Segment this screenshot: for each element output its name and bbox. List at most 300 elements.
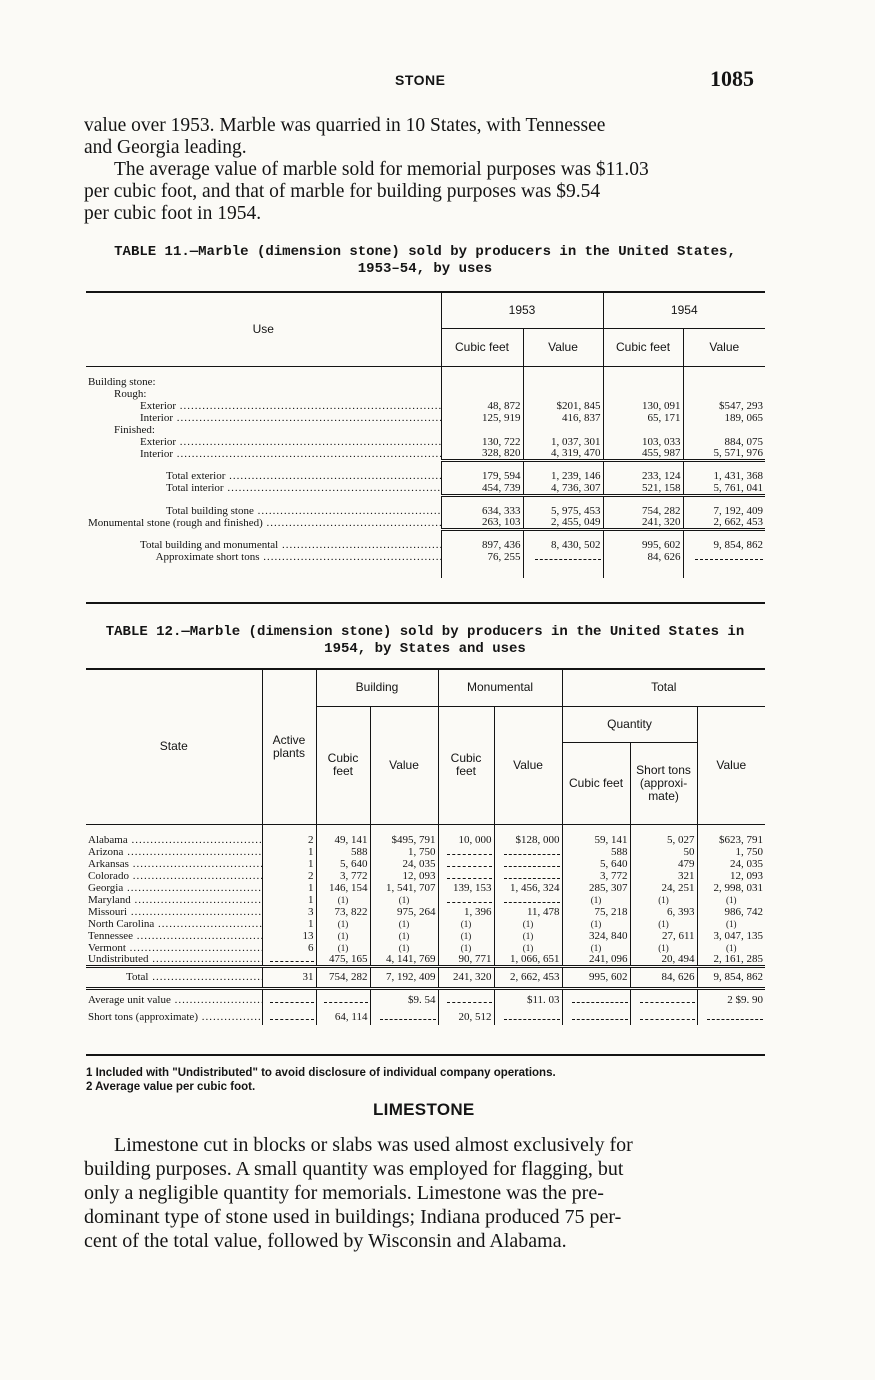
table12-tons-row <box>86 1011 765 1025</box>
table11-cell <box>603 388 683 400</box>
table12-cell <box>562 918 630 930</box>
table12-cell <box>494 930 562 942</box>
table12-cell: 20, 494 <box>630 954 697 967</box>
table11-col-value-1954: Value <box>683 328 765 366</box>
table11-cell <box>523 424 603 436</box>
table11-cell: 263, 103 <box>441 517 523 530</box>
dash-leader <box>447 872 492 879</box>
dash-leader <box>447 996 492 1003</box>
footnote-ref: (1) <box>658 918 669 929</box>
table12-cell: 975, 264 <box>370 906 438 918</box>
table11-cell: 241, 320 <box>603 517 683 530</box>
table12-cell <box>494 894 562 906</box>
table11-col-cubic-1953: Cubic feet <box>441 328 523 366</box>
footnote-ref: (1) <box>726 942 737 953</box>
table11-cell: 2, 662, 453 <box>683 517 765 530</box>
dash-leader <box>640 1013 695 1020</box>
footnote-ref: (1) <box>337 894 349 905</box>
table12-average-row <box>86 989 765 1011</box>
table12-monumental-cubic: Cubic feet <box>438 706 494 824</box>
table12-row-label: Missouri ..... <box>86 906 262 918</box>
intro-line: per cubic foot in 1954. <box>84 203 262 224</box>
table12-cell <box>494 918 562 930</box>
page-number: 1085 <box>710 66 754 91</box>
table11-cell: 130, 091 <box>603 400 683 412</box>
table12-cell <box>562 894 630 906</box>
footnote-ref: (1) <box>460 918 472 929</box>
table12-cell: 75, 218 <box>562 906 630 918</box>
table12-cell: 2, 662, 453 <box>494 967 562 989</box>
table11-spacer-row <box>86 495 765 505</box>
table11-cell: 1, 239, 146 <box>523 471 603 483</box>
table12-cell <box>494 1011 562 1025</box>
table12-cell <box>370 894 438 906</box>
table12-row-label: Undistributed ..... <box>86 954 262 967</box>
table12-caption-line: TABLE 12.—Marble (dimension stone) sold by producers in the United States in <box>105 624 745 640</box>
table12-row-label: Arkansas ..... <box>86 858 262 870</box>
limestone-line: Limestone cut in blocks or slabs was used almost exclusively for <box>114 1134 633 1156</box>
table12-row-label: Georgia ..... <box>86 882 262 894</box>
table11-cell: 8, 430, 502 <box>523 540 603 552</box>
table11-row <box>86 388 765 400</box>
table12-cell: 1 <box>262 918 316 930</box>
table12-total-group: Total <box>562 670 765 706</box>
table12-cell <box>438 918 494 930</box>
table12-cell: 31 <box>262 967 316 989</box>
table11-row-label: Finished: <box>114 424 155 436</box>
table11-cell: 189, 065 <box>683 412 765 424</box>
dash-leader <box>640 996 695 1003</box>
dash-leader <box>535 553 601 560</box>
table11-cell: 5, 571, 976 <box>683 448 765 461</box>
table12-cell: 24, 035 <box>370 858 438 870</box>
dash-leader <box>504 860 559 867</box>
table12-cell: 12, 093 <box>370 870 438 882</box>
table12-cell <box>262 954 316 967</box>
table11-cell: 4, 319, 470 <box>523 448 603 461</box>
table12-cell: 321 <box>630 870 697 882</box>
table11-row-label: Rough: <box>114 388 147 400</box>
table12-row-label: Average unit value ..... <box>86 989 262 1011</box>
table12-cell: 3 <box>262 906 316 918</box>
table12-row <box>86 870 765 882</box>
table11-row-label: Approximate short tons ..... <box>86 552 441 564</box>
table12 <box>86 670 765 1025</box>
footnote-2: 2 Average value per cubic foot. <box>86 1081 256 1093</box>
table11-caption-line: 1953–54, by uses <box>357 261 493 277</box>
table11-cell: 9, 854, 862 <box>683 540 765 552</box>
table11-caption <box>84 244 766 278</box>
table12-monumental-value: Value <box>494 706 562 824</box>
table11-row-label: Exterior ..... <box>86 436 441 448</box>
table12-cell <box>316 930 370 942</box>
footnote-ref: (1) <box>522 930 534 941</box>
dash-leader <box>504 848 559 855</box>
table12-cell: 986, 742 <box>697 906 765 918</box>
table12-row <box>86 858 765 870</box>
footnote-ref: (1) <box>337 930 349 941</box>
table12-cell: 4, 141, 769 <box>370 954 438 967</box>
table12-cell <box>438 894 494 906</box>
footnote-ref: (1) <box>398 918 410 929</box>
table12-cell: 24, 035 <box>697 858 765 870</box>
table11-cell: 521, 158 <box>603 483 683 496</box>
table12-cell: 588 <box>562 846 630 858</box>
table12-cell: 2 $9. 90 <box>697 989 765 1011</box>
table11-row <box>86 412 765 424</box>
table12-state-header: State <box>86 670 262 824</box>
table12-cell <box>630 1011 697 1025</box>
table12-cell <box>494 870 562 882</box>
table11-cell: 76, 255 <box>441 552 523 564</box>
footnote-ref: (1) <box>522 942 534 953</box>
table11-cell <box>441 376 523 388</box>
table11-cell: 5, 975, 453 <box>523 505 603 517</box>
table12-row-label: Short tons (approximate) ..... <box>86 1011 262 1025</box>
dash-leader <box>270 996 313 1003</box>
table11-year-1953: 1953 <box>441 293 603 328</box>
table12-cell: 146, 154 <box>316 882 370 894</box>
table12-row <box>86 834 765 846</box>
table12-cell: 754, 282 <box>316 967 370 989</box>
table12-cell: 241, 096 <box>562 954 630 967</box>
table12-cell: 49, 141 <box>316 834 370 846</box>
dash-leader <box>504 896 559 903</box>
table12-cell: 59, 141 <box>562 834 630 846</box>
table12-cell: 3, 772 <box>562 870 630 882</box>
intro-line: and Georgia leading. <box>84 137 247 158</box>
table12-monumental-group: Monumental <box>438 670 562 706</box>
table11-row-label: Monumental stone (rough and finished) ..... <box>86 517 441 530</box>
intro-line: value over 1953. Marble was quarried in 10 States, with Tennessee <box>84 115 606 136</box>
table12-cell: $9. 54 <box>370 989 438 1011</box>
dash-leader <box>572 1013 627 1020</box>
table12-cell: 1, 541, 707 <box>370 882 438 894</box>
table12-cell: 241, 320 <box>438 967 494 989</box>
table11-use-header: Use <box>86 293 441 366</box>
table11-row-label: Total building stone ..... <box>86 505 441 517</box>
table11-cell: 4, 736, 307 <box>523 483 603 496</box>
table12-building-cubic: Cubic feet <box>316 706 370 824</box>
table11-spacer-row <box>86 461 765 471</box>
table12-cell: 64, 114 <box>316 1011 370 1025</box>
table12-cell <box>438 989 494 1011</box>
table12-cell: 995, 602 <box>562 967 630 989</box>
dash-leader <box>504 872 559 879</box>
table12-cell <box>316 894 370 906</box>
table12-cell: 13 <box>262 930 316 942</box>
table12-cell: 2, 161, 285 <box>697 954 765 967</box>
dash-leader <box>270 1013 313 1020</box>
footnote-ref: (1) <box>590 942 602 953</box>
table12-cell: 2 <box>262 834 316 846</box>
table12-cell: 1 <box>262 894 316 906</box>
dash-leader <box>695 553 763 560</box>
dash-leader <box>270 955 313 962</box>
table12-quantity-group: Quantity <box>562 706 697 742</box>
dash-leader <box>572 996 627 1003</box>
table12-cell: 475, 165 <box>316 954 370 967</box>
table12-total-value: Value <box>697 706 765 824</box>
table12-row-label: Maryland ..... <box>86 894 262 906</box>
table12-cell: 1 <box>262 846 316 858</box>
table11-cell: 5, 761, 041 <box>683 483 765 496</box>
table11-row <box>86 400 765 412</box>
table11-spacer-row <box>86 530 765 540</box>
table11-cell: 2, 455, 049 <box>523 517 603 530</box>
table11-cell <box>603 424 683 436</box>
footnote-ref: (1) <box>398 894 410 905</box>
limestone-line: dominant type of stone used in buildings; Indiana produced 75 per- <box>84 1206 622 1228</box>
limestone-line: cent of the total value, followed by Wisconsin and Alabama. <box>84 1230 567 1252</box>
table12-cell <box>316 918 370 930</box>
table11-row <box>86 552 765 564</box>
table11-cell: 233, 124 <box>603 471 683 483</box>
limestone-heading: LIMESTONE <box>373 1100 475 1119</box>
table11-row-label: Interior ..... <box>86 448 441 461</box>
table11-cell <box>683 552 765 564</box>
table11-cell: 995, 602 <box>603 540 683 552</box>
table11-cell: 1, 431, 368 <box>683 471 765 483</box>
table12-row-label: Tennessee ..... <box>86 930 262 942</box>
table12-cell: 3, 772 <box>316 870 370 882</box>
table12-cell: 588 <box>316 846 370 858</box>
table11-row-label: Total interior ..... <box>86 483 441 496</box>
limestone-line: only a negligible quantity for memorials. Limestone was the pre- <box>84 1182 604 1204</box>
table12-row-label: North Carolina ..... <box>86 918 262 930</box>
table12-cell <box>438 870 494 882</box>
footnote-ref: (1) <box>658 894 669 905</box>
table12-bottom-rule <box>86 1054 765 1056</box>
table11-row <box>86 483 765 496</box>
table11-row <box>86 376 765 388</box>
table12-cell: 1, 456, 324 <box>494 882 562 894</box>
table12-cell: $623, 791 <box>697 834 765 846</box>
table12-row-label: Colorado ..... <box>86 870 262 882</box>
table11-row-label: Total exterior ..... <box>86 471 441 483</box>
table12-cell: 10, 000 <box>438 834 494 846</box>
table12-cell: 324, 840 <box>562 930 630 942</box>
table12-cell: 6, 393 <box>630 906 697 918</box>
table12-cell: 3, 047, 135 <box>697 930 765 942</box>
table11-row <box>86 540 765 552</box>
dash-leader <box>447 896 492 903</box>
intro-paragraph <box>84 115 766 225</box>
table12-cell <box>494 846 562 858</box>
table12-cell: $128, 000 <box>494 834 562 846</box>
table12-cell: 1, 750 <box>697 846 765 858</box>
footnote-ref: (1) <box>398 930 410 941</box>
footnote-ref: (1) <box>522 918 534 929</box>
table11-cell <box>523 388 603 400</box>
table12-cell <box>630 894 697 906</box>
table12-cell <box>438 858 494 870</box>
table11-cell <box>441 424 523 436</box>
table11-cell: 130, 722 <box>441 436 523 448</box>
footnote-ref: (1) <box>398 942 410 953</box>
table12-row <box>86 906 765 918</box>
table11-cell: 454, 739 <box>441 483 523 496</box>
table11-row <box>86 424 765 436</box>
table11-row-label: Interior ..... <box>86 412 441 424</box>
table12-cell: 5, 027 <box>630 834 697 846</box>
table12-total-cubic: Cubic feet <box>562 742 630 824</box>
table11-cell: 328, 820 <box>441 448 523 461</box>
table11-row <box>86 517 765 530</box>
table12-active-header: Active plants <box>262 670 316 824</box>
table11-cell: 897, 436 <box>441 540 523 552</box>
table12-cell: 2 <box>262 870 316 882</box>
table12-cell: $495, 791 <box>370 834 438 846</box>
table11-cell: 634, 333 <box>441 505 523 517</box>
table11-cell: 103, 033 <box>603 436 683 448</box>
table12-cell <box>370 918 438 930</box>
table12-cell: 90, 771 <box>438 954 494 967</box>
table12-cell: 24, 251 <box>630 882 697 894</box>
footnote-ref: (1) <box>658 942 669 953</box>
dash-leader <box>447 848 492 855</box>
dash-leader <box>380 1013 435 1020</box>
footnote-ref: (1) <box>590 918 602 929</box>
table12-cell <box>562 1011 630 1025</box>
table11-cell <box>441 388 523 400</box>
table11-cell <box>683 388 765 400</box>
table12-cell <box>630 989 697 1011</box>
table12-cell <box>697 1011 765 1025</box>
table12-cell <box>494 858 562 870</box>
table12-cell: $11. 03 <box>494 989 562 1011</box>
table12-row-label: Total ..... <box>86 967 262 989</box>
table12-cell: 5, 640 <box>316 858 370 870</box>
table11-row <box>86 448 765 461</box>
intro-line: per cubic foot, and that of marble for building purposes was $9.54 <box>84 181 601 202</box>
table12-cell: 285, 307 <box>562 882 630 894</box>
table12-cell <box>438 930 494 942</box>
table11-cell: 754, 282 <box>603 505 683 517</box>
table12-total-row <box>86 967 765 989</box>
table12-row-label: Vermont ..... <box>86 942 262 954</box>
table12-cell <box>697 894 765 906</box>
table12-short-tons: Short tons (approxi- mate) <box>630 742 697 824</box>
table12-cell <box>438 846 494 858</box>
table11-cell <box>683 424 765 436</box>
table11-cell: 455, 987 <box>603 448 683 461</box>
table11-bottom-rule <box>86 602 765 604</box>
table12-cell <box>262 1011 316 1025</box>
table12-cell <box>697 918 765 930</box>
table12-cell: 9, 854, 862 <box>697 967 765 989</box>
table11-col-value-1953: Value <box>523 328 603 366</box>
running-head: STONE <box>395 72 446 88</box>
table12-row <box>86 954 765 967</box>
table12-caption <box>84 624 766 658</box>
table12-cell: 479 <box>630 858 697 870</box>
table11-row-label: Total building and monumental ..... <box>86 540 441 552</box>
table11-row-label: Exterior ..... <box>86 400 441 412</box>
footnote-ref: (1) <box>590 894 602 905</box>
table11-cell: 125, 919 <box>441 412 523 424</box>
table12-cell: 84, 626 <box>630 967 697 989</box>
table11-cell: 48, 872 <box>441 400 523 412</box>
table12-cell: 73, 822 <box>316 906 370 918</box>
table12-building-value: Value <box>370 706 438 824</box>
dash-leader <box>324 996 367 1003</box>
table12-cell <box>370 930 438 942</box>
table12-cell: 139, 153 <box>438 882 494 894</box>
table11-cell <box>603 376 683 388</box>
footnote-ref: (1) <box>726 894 737 905</box>
table11-col-cubic-1954: Cubic feet <box>603 328 683 366</box>
table11-cell: $201, 845 <box>523 400 603 412</box>
table12-caption-line: 1954, by States and uses <box>324 641 526 657</box>
table12-cell: 11, 478 <box>494 906 562 918</box>
table11-caption-line: TABLE 11.—Marble (dimension stone) sold by producers in the United States, <box>114 244 736 260</box>
table11-cell <box>523 552 603 564</box>
table12-cell: 1 <box>262 858 316 870</box>
table11-cell: 65, 171 <box>603 412 683 424</box>
footnote-1: 1 Included with "Undistributed" to avoid disclosure of individual company operations. <box>86 1067 556 1079</box>
table12-cell: 7, 192, 409 <box>370 967 438 989</box>
table11-cell <box>523 376 603 388</box>
limestone-line: building purposes. A small quantity was employed for flagging, but <box>84 1158 624 1180</box>
limestone-paragraph <box>84 1133 766 1253</box>
table12-row <box>86 882 765 894</box>
table12-row <box>86 930 765 942</box>
table12-cell <box>630 918 697 930</box>
table12-cell: 50 <box>630 846 697 858</box>
table11-cell: 7, 192, 409 <box>683 505 765 517</box>
table12-cell <box>262 989 316 1011</box>
footnote-ref: (1) <box>726 918 737 929</box>
table11-cell: 884, 075 <box>683 436 765 448</box>
table12-cell: 5, 640 <box>562 858 630 870</box>
table11 <box>86 293 765 578</box>
dash-leader <box>447 860 492 867</box>
table12-row <box>86 918 765 930</box>
table11-row-label: Building stone: <box>88 376 156 388</box>
table12-row-label: Alabama ..... <box>86 834 262 846</box>
table12-cell <box>370 1011 438 1025</box>
footnote-ref: (1) <box>337 942 349 953</box>
table11-cell: 179, 594 <box>441 471 523 483</box>
footnote-ref: (1) <box>460 930 472 941</box>
table12-cell: 1 <box>262 882 316 894</box>
table12-cell: 1, 396 <box>438 906 494 918</box>
table12-row <box>86 846 765 858</box>
table12-cell: 6 <box>262 942 316 954</box>
table12-cell <box>562 989 630 1011</box>
table11-cell: $547, 293 <box>683 400 765 412</box>
table12-cell: 12, 093 <box>697 870 765 882</box>
table11-cell: 1, 037, 301 <box>523 436 603 448</box>
table12-cell: 1, 750 <box>370 846 438 858</box>
table12-cell: 20, 512 <box>438 1011 494 1025</box>
table11-cell <box>683 376 765 388</box>
table11-year-1954: 1954 <box>603 293 765 328</box>
table11-cell: 416, 837 <box>523 412 603 424</box>
table12-cell: 27, 611 <box>630 930 697 942</box>
table12-cell: 1, 066, 651 <box>494 954 562 967</box>
footnote-ref: (1) <box>460 942 472 953</box>
intro-line: The average value of marble sold for memorial purposes was $11.03 <box>114 159 649 180</box>
dash-leader <box>707 1013 763 1020</box>
table12-row-label: Arizona ..... <box>86 846 262 858</box>
table12-cell <box>316 989 370 1011</box>
dash-leader <box>504 1013 559 1020</box>
table12-row <box>86 894 765 906</box>
footnote-ref: (1) <box>337 918 349 929</box>
table12-cell: 2, 998, 031 <box>697 882 765 894</box>
